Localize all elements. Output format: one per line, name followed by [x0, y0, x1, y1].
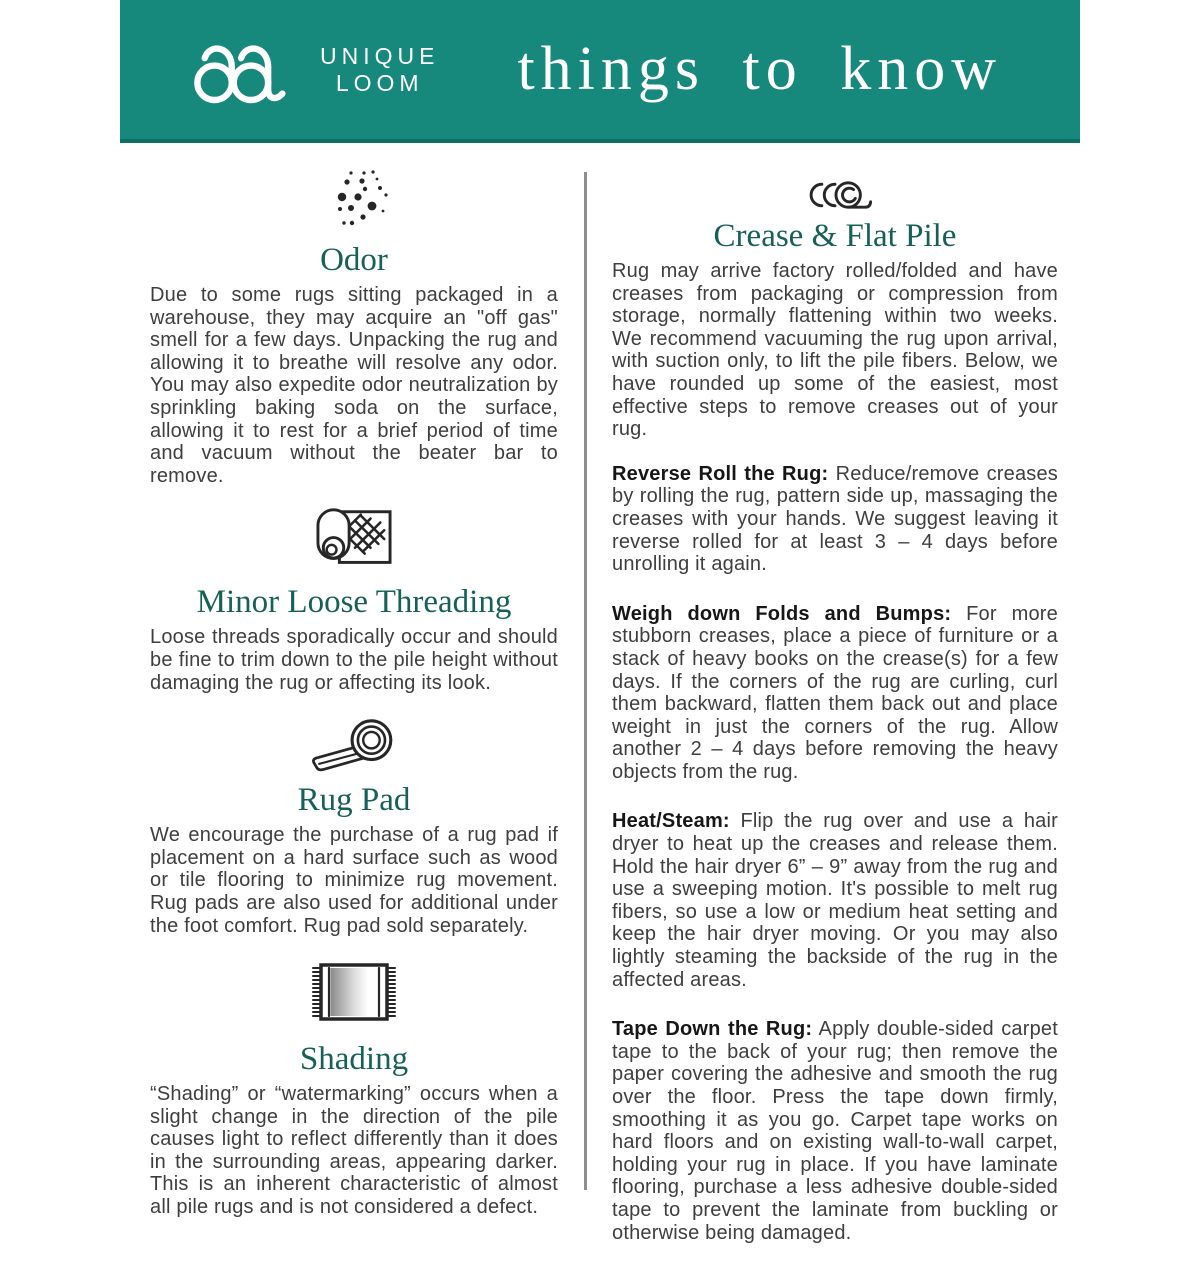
section-loose-threading	[150, 502, 558, 694]
banner-title: things to know	[517, 35, 1003, 103]
tip-heat-steam-label: Heat/Steam:	[612, 810, 730, 833]
section-body-odor: Due to some rugs sitting packaged in a warehouse, they may acquire an "off gas" smell for a few days. Unpacking the rug and allowing it to breathe will resolve any odor. You may also expedite odor neutralization by sprinkling baking soda on the surface, allowing it to rest for a brief period of time and vacuum without the beater bar to remove.	[150, 284, 558, 487]
unique-loom-logo-icon	[188, 29, 306, 111]
tip-tape-down-label: Tape Down the Rug:	[612, 1018, 813, 1041]
tip-weigh-down-label: Weigh down Folds and Bumps:	[612, 602, 952, 625]
brand-name-line1: UNIQUE	[320, 42, 440, 69]
section-title-odor: Odor	[320, 242, 388, 278]
odor-sprinkle-dots-icon	[150, 166, 558, 236]
header-banner	[120, 0, 1080, 143]
crease-removal-tips	[612, 463, 1058, 1244]
tip-reverse-roll-body: Reduce/remove creases by rolling the rug, pattern side up, massaging the creases with your hands. We suggest leaving it reverse rolled for at least 3 – 4 days before unrolling it again.	[612, 462, 1059, 576]
section-odor	[150, 166, 558, 487]
left-column	[150, 166, 558, 1234]
section-rug-pad	[150, 714, 558, 937]
tip-reverse-roll	[612, 463, 1058, 576]
section-body-crease: Rug may arrive factory rolled/folded and have creases from packaging or compression from storage, normally flattening within two weeks. We recommend vacuuming the rug upon arrival, with suction only, to lift the pile fibers. Below, we have rounded up some of the easiest, most effective steps to remove creases out of your rug.	[612, 260, 1058, 441]
shaded-rug-fringe-icon	[150, 961, 558, 1023]
brand-name	[320, 43, 439, 97]
right-column	[612, 178, 1058, 1271]
tip-heat-steam-body: Flip the rug over and use a hair dryer to heat up the creases and release them. Hold the hair dryer 6” – 9” away from the rug and use a sweeping motion. It's possible to melt rug fibers, so use a low or medium heat setting and keep the hair dryer moving. Or you may also lightly steaming the backside of the rug in the affected areas.	[612, 810, 1058, 991]
tip-weigh-down-body: For more stubborn creases, place a piece of furniture or a stack of heavy books on the crease(s) for a few days. If the corners of the rug are curling, curl them backward, flatten them back out and place weight in just the corners of the rug. Allow another 2 – 4 days before removing the heavy objects from the rug.	[612, 602, 1058, 783]
unrolling-rug-crosshatch-icon	[150, 502, 558, 578]
section-body-rug-pad: We encourage the purchase of a rug pad if placement on a hard surface such as wood or tile flooring to minimize rug movement. Rug pads are also used for additional under the foot comfort. Rug pad sold separately.	[150, 824, 558, 937]
tip-heat-steam	[612, 810, 1058, 991]
section-shading	[150, 961, 558, 1219]
tip-reverse-roll-label: Reverse Roll the Rug:	[612, 462, 829, 485]
section-title-rug-pad: Rug Pad	[297, 782, 411, 819]
rug-pad-roll-icon	[150, 714, 558, 776]
column-divider	[584, 172, 587, 1190]
tip-tape-down-body: Apply double-sided carpet tape to the back of your rug; then remove the paper covering the adhesive and smooth the rug over the floor. Press the tape down firmly, smoothing it as you go. Carpet tape works on hard floors and on existing wall-to-wall carpet, holding your rug in place. If you have laminate flooring, purchase a less adhesive double-sided tape to prevent the laminate from buckling or otherwise being damaged.	[612, 1018, 1059, 1244]
section-crease-flat-pile	[612, 178, 1058, 441]
section-title-shading: Shading	[299, 1041, 409, 1078]
tip-weigh-down	[612, 603, 1058, 784]
rolled-rug-crease-icon	[612, 178, 1058, 212]
section-body-shading: “Shading” or “watermarking” occurs when a slight change in the direction of the pile causes light to reflect differently than it does in the surrounding areas, appearing darker. This is an inherent characteristic of almost all pile rugs and is not considered a defect.	[150, 1083, 558, 1219]
brand-name-line2: LOOM	[335, 69, 424, 96]
section-title-crease: Crease & Flat Pile	[713, 218, 957, 254]
section-body-loose-threading: Loose threads sporadically occur and should be fine to trim down to the pile height without damaging the rug or affecting its look.	[150, 626, 558, 694]
tip-tape-down	[612, 1018, 1058, 1244]
section-title-loose-threading: Minor Loose Threading	[196, 584, 512, 621]
